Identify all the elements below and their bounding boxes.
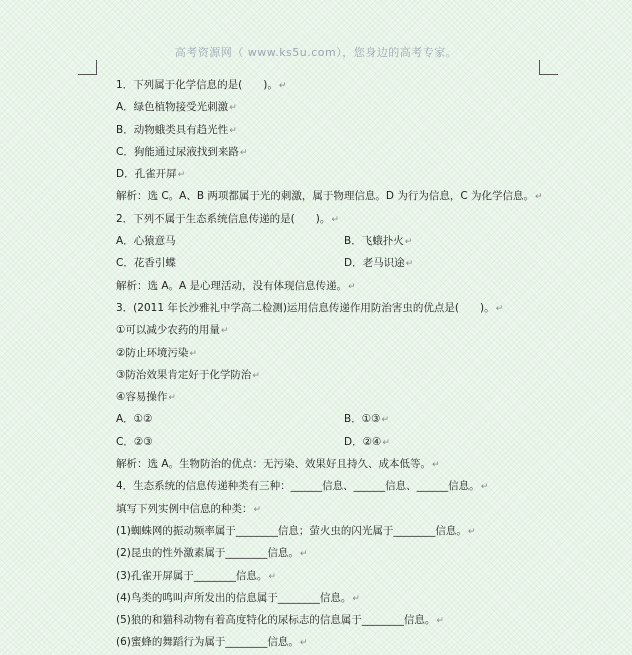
line-text: (2)昆虫的性外激素属于________信息。 — [116, 547, 299, 560]
question-3-item-2: ②防止环境污染↵ — [116, 346, 197, 359]
option-right: D．老马识途 — [344, 257, 405, 270]
question-4-stem: 4．生态系统的信息传递种类有三种：______信息、______信息、______信息。↵ — [116, 480, 489, 493]
line-text: B．动物蛾类具有趋光性 — [116, 123, 229, 136]
question-4-instruction: 填写下列实例中信息的种类：↵ — [116, 502, 262, 515]
question-1-stem: 1．下列属于化学信息的是( )。↵ — [116, 79, 287, 91]
question-3-answer: 解析：选 A。生物防治的优点：无污染、效果好且持久、成本低等。↵ — [116, 458, 440, 471]
question-2-options-ab: A．心猿意马 B．飞蛾扑火↵ — [116, 235, 413, 248]
crop-mark-left — [78, 60, 97, 75]
line-text: ①可以减少农药的用量 — [116, 324, 220, 337]
option-left: C．花香引蝶 — [116, 257, 176, 270]
question-3-item-4: ④容易操作↵ — [116, 391, 176, 404]
question-1-option-d: D．孔雀开屏↵ — [116, 168, 186, 181]
question-2-answer: 解析：选 A。A 是心理活动，没有体现信息传递。↵ — [116, 279, 356, 292]
option-right: B．飞蛾扑火 — [344, 235, 404, 248]
crop-mark-right — [539, 60, 558, 75]
page-header: 高考资源网（ www.ks5u.com），您身边的高考专家。 — [174, 46, 458, 59]
line-text: (1)蜘蛛网的振动频率属于________信息；萤火虫的闪光属于________信息。 — [116, 524, 467, 537]
question-1-option-c: C．狗能通过尿液找到来路↵ — [116, 145, 248, 158]
line-text: 2．下列不属于生态系统信息传递的是( )。 — [116, 212, 331, 225]
question-1-option-a: A．绿色植物接受光刺激↵ — [116, 101, 237, 114]
document-body — [116, 74, 556, 654]
line-text: (5)狼的和猫科动物有着高度特化的尿标志的信息属于________信息。 — [116, 614, 436, 627]
line-text: ④容易操作 — [116, 391, 168, 404]
question-4-part-3: (3)孔雀开屏属于________信息。↵ — [116, 569, 276, 582]
line-text: 3．(2011 年长沙雅礼中学高二检测)运用信息传递作用防治害虫的优点是( )。 — [116, 301, 495, 314]
line-text: (6)蜜蜂的舞蹈行为属于________信息。 — [116, 636, 299, 649]
question-3-item-3: ③防治效果肯定好于化学防治↵ — [116, 368, 260, 381]
line-text: ②防止环境污染 — [116, 346, 189, 359]
line-text: (3)孔雀开屏属于________信息。 — [116, 569, 268, 582]
option-right: B．①③ — [344, 413, 381, 426]
line-text: D．孔雀开屏 — [116, 168, 177, 181]
line-text: 解析：选 A。生物防治的优点：无污染、效果好且持久、成本低等。 — [116, 458, 432, 471]
line-text: 解析：选 C。A、B 两项都属于光的刺激，属于物理信息。D 为行为信息，C 为化学信息。 — [116, 190, 534, 203]
line-text: (4)鸟类的鸣叫声所发出的信息属于________信息。 — [116, 591, 352, 604]
line-text: 4．生态系统的信息传递种类有三种：______信息、______信息、______信息。 — [116, 480, 480, 493]
line-text: 解析：选 A。A 是心理活动，没有体现信息传递。 — [116, 279, 348, 292]
question-3-stem: 3．(2011 年长沙雅礼中学高二检测)运用信息传递作用防治害虫的优点是( )。↵ — [116, 301, 504, 314]
line-text: C．狗能通过尿液找到来路 — [116, 145, 239, 158]
line-text: A．绿色植物接受光刺激 — [116, 101, 229, 114]
question-2-stem: 2．下列不属于生态系统信息传递的是( )。↵ — [116, 212, 339, 225]
question-3-options-ab: A．①② B．①③↵ — [116, 413, 390, 426]
option-left: A．①② — [116, 413, 153, 426]
question-4-part-5: (5)狼的和猫科动物有着高度特化的尿标志的信息属于________信息。↵ — [116, 614, 444, 627]
question-1-answer: 解析：选 C。A、B 两项都属于光的刺激，属于物理信息。D 为行为信息，C 为化学信息。↵ — [116, 190, 543, 203]
line-text: 填写下列实例中信息的种类： — [116, 502, 253, 515]
question-4-part-4: (4)鸟类的鸣叫声所发出的信息属于________信息。↵ — [116, 591, 360, 604]
option-right: D．②④ — [344, 435, 382, 448]
question-4-part-1: (1)蜘蛛网的振动频率属于________信息；萤火虫的闪光属于________信息。↵ — [116, 524, 476, 537]
question-3-options-cd: C．②③ D．②④↵ — [116, 435, 390, 448]
question-4-part-6: (6)蜜蜂的舞蹈行为属于________信息。↵ — [116, 636, 308, 649]
line-text: ③防治效果肯定好于化学防治 — [116, 368, 252, 381]
question-1-option-b: B．动物蛾类具有趋光性↵ — [116, 123, 237, 136]
question-4-part-2: (2)昆虫的性外激素属于________信息。↵ — [116, 547, 308, 560]
option-left: C．②③ — [116, 435, 153, 448]
question-3-item-1: ①可以减少农药的用量↵ — [116, 324, 229, 337]
option-left: A．心猿意马 — [116, 235, 176, 248]
question-2-options-cd: C．花香引蝶 D．老马识途↵ — [116, 257, 414, 270]
line-text: 1．下列属于化学信息的是( )。 — [116, 79, 278, 91]
